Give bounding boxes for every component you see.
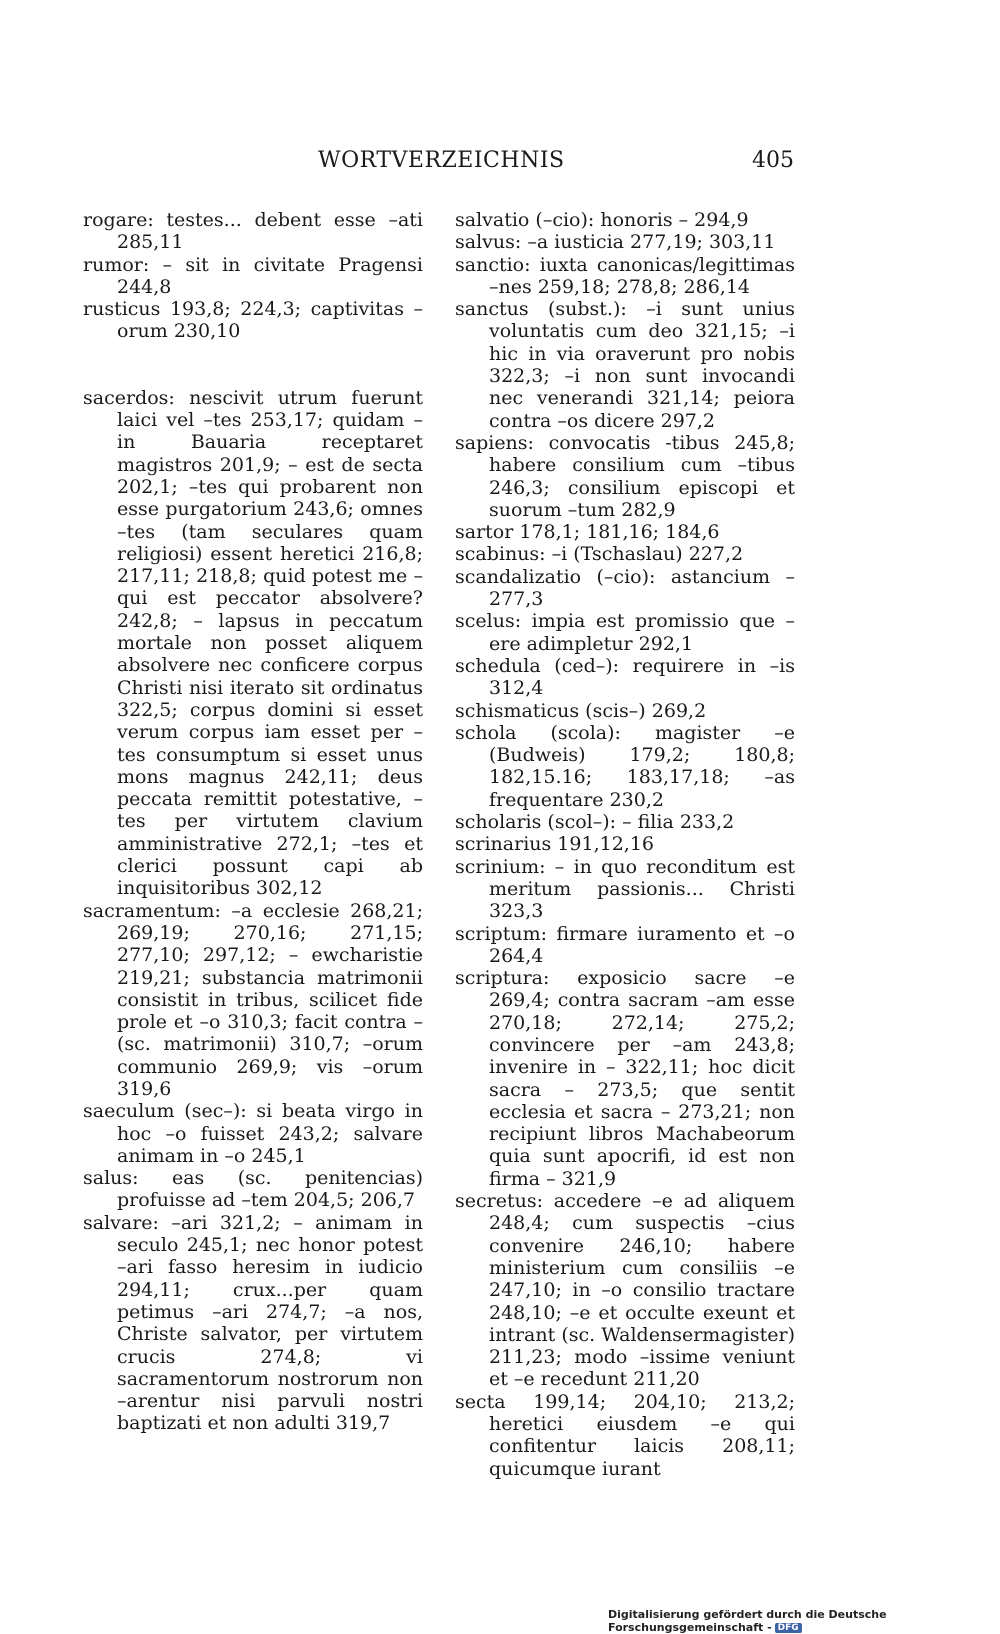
- index-entry: scrinium: – in quo reconditum est meritum passionis... Christi 323,3: [455, 855, 795, 923]
- index-entry: secta 199,14; 204,10; 213,2; heretici eiusdem –e qui confitentur laicis 208,11; quicumque iurant: [455, 1390, 795, 1480]
- index-entry: scrinarius 191,12,16: [455, 833, 654, 856]
- index-entry: scholaris (scol–): – filia 233,2: [455, 811, 735, 834]
- index-entry: rogare: testes... debent esse –ati 285,11: [83, 209, 423, 254]
- index-entry: sanctus (subst.): –i sunt unius voluntatis cum deo 321,15; –i hic in via oraverunt pro nobis 322,3; –i non sunt invocandi nec venerandi 321,14; peiora contra –os dicere 297,2: [455, 298, 795, 432]
- index-entry: sapiens: convocatis -tibus 245,8; habere consilium cum –tibus 246,3; consilium episcopi et suorum –tum 282,9: [455, 431, 795, 521]
- index-entry: sacerdos: nescivit utrum fuerunt laici vel –tes 253,17; quidam – in Bauaria receptaret magistros 201,9; – est de secta 202,1; –tes qui probarent non esse purgatorium 243,6; omnes –tes (tam seculares quam religiosi) essent heretici 216,8; 217,11; 218,8; quid potest me – qui est peccator absolvere? 242,8; – lapsus in peccatum mortale non posset aliquem absolvere nec conficere corpus Christi nisi iterato sit ordinatus 322,5; corpus domini si esset verum corpus iam esset per –tes consumptum si esset unus mons magnus 242,11; deus peccata remittit potestative, –tes per virtutem clavium amministrative 272,1; –tes et clerici possunt capi ab inquisitoribus 302,12: [83, 386, 423, 900]
- dfg-logo-badge: DFG: [775, 1623, 802, 1633]
- index-entry: salvus: –a iusticia 277,19; 303,11: [455, 231, 776, 254]
- index-entry: scabinus: –i (Tschaslau) 227,2: [455, 543, 744, 566]
- right-column: [455, 209, 795, 1480]
- index-entry: scelus: impia est promissio que –ere adimpletur 292,1: [455, 610, 795, 655]
- index-entry: salvare: –ari 321,2; – animam in seculo 245,1; nec honor potest –ari fasso heresim in iudicio 294,11; crux...per quam petimus –ari 274,7; –a nos, Christe salvator, per virtutem crucis 274,8; vi sacramentorum nostrorum non –arentur nisi parvuli nostri baptizati et non adulti 319,7: [83, 1211, 423, 1435]
- index-entry: rumor: – sit in civitate Pragensi 244,8: [83, 253, 423, 298]
- index-entry: schola (scola): magister –e (Budweis) 179,2; 180,8; 182,15.16; 183,17,18; –as frequentare 230,2: [455, 721, 795, 811]
- index-entry: sanctio: iuxta canonicas/legittimas –nes 259,18; 278,8; 286,14: [455, 253, 795, 298]
- index-entry: secretus: accedere –e ad aliquem 248,4; cum suspectis –cius convenire 246,10; habere ministerium cum consiliis –e 247,10; in –o consilio tractare 248,10; –e et occulte exeunt et intrant (sc. Waldensermagister) 211,23; modo –issime veniunt et –e recedunt 211,20: [455, 1190, 795, 1391]
- left-column: [83, 209, 423, 1435]
- page-header-title: WORTVERZEICHNIS: [318, 148, 565, 173]
- digitization-footer: [608, 1608, 1000, 1634]
- index-entry: sacramentum: –a ecclesie 268,21; 269,19; 270,16; 271,15; 277,10; 297,12; – ewcharistie 219,21; substancia matrimonii consistit in tribus, scilicet fide prole et –o 310,3; facit contra – (sc. matrimonii) 310,7; –orum communio 269,9; vis –orum 319,6: [83, 899, 423, 1100]
- index-entry: schedula (ced–): requirere in –is 312,4: [455, 654, 795, 700]
- section-gap: [83, 343, 423, 387]
- index-entry: salvatio (–cio): honoris – 294,9: [455, 209, 749, 231]
- index-entry: scriptum: firmare iuramento et –o 264,4: [455, 922, 795, 967]
- page-number: 405: [752, 148, 794, 173]
- index-entry: scriptura: exposicio sacre –e 269,4; contra sacram –am esse 270,18; 272,14; 275,2; convincere per –am 243,8; invenire in – 322,11; hoc dicit sacra – 273,5; que sentit ecclesia et sacra – 273,21; non recipiunt libros Machabeorum quia sunt apocrifi, id est non firma – 321,9: [455, 967, 795, 1190]
- index-entry: scandalizatio (–cio): astancium – 277,3: [455, 565, 795, 611]
- index-entry: schismaticus (scis–) 269,2: [455, 699, 707, 722]
- index-entry: rusticus 193,8; 224,3; captivitas –orum 230,10: [83, 298, 423, 343]
- index-entry: salus: eas (sc. penitencias) profuisse ad –tem 204,5; 206,7: [83, 1167, 423, 1212]
- footer-text: Digitalisierung gefördert durch die Deutsche Forschungsgemeinschaft -: [608, 1608, 887, 1634]
- index-entry: sartor 178,1; 181,16; 184,6: [455, 521, 720, 544]
- index-entry: saeculum (sec–): si beata virgo in hoc –o fuisset 243,2; salvare animam in –o 245,1: [83, 1100, 423, 1167]
